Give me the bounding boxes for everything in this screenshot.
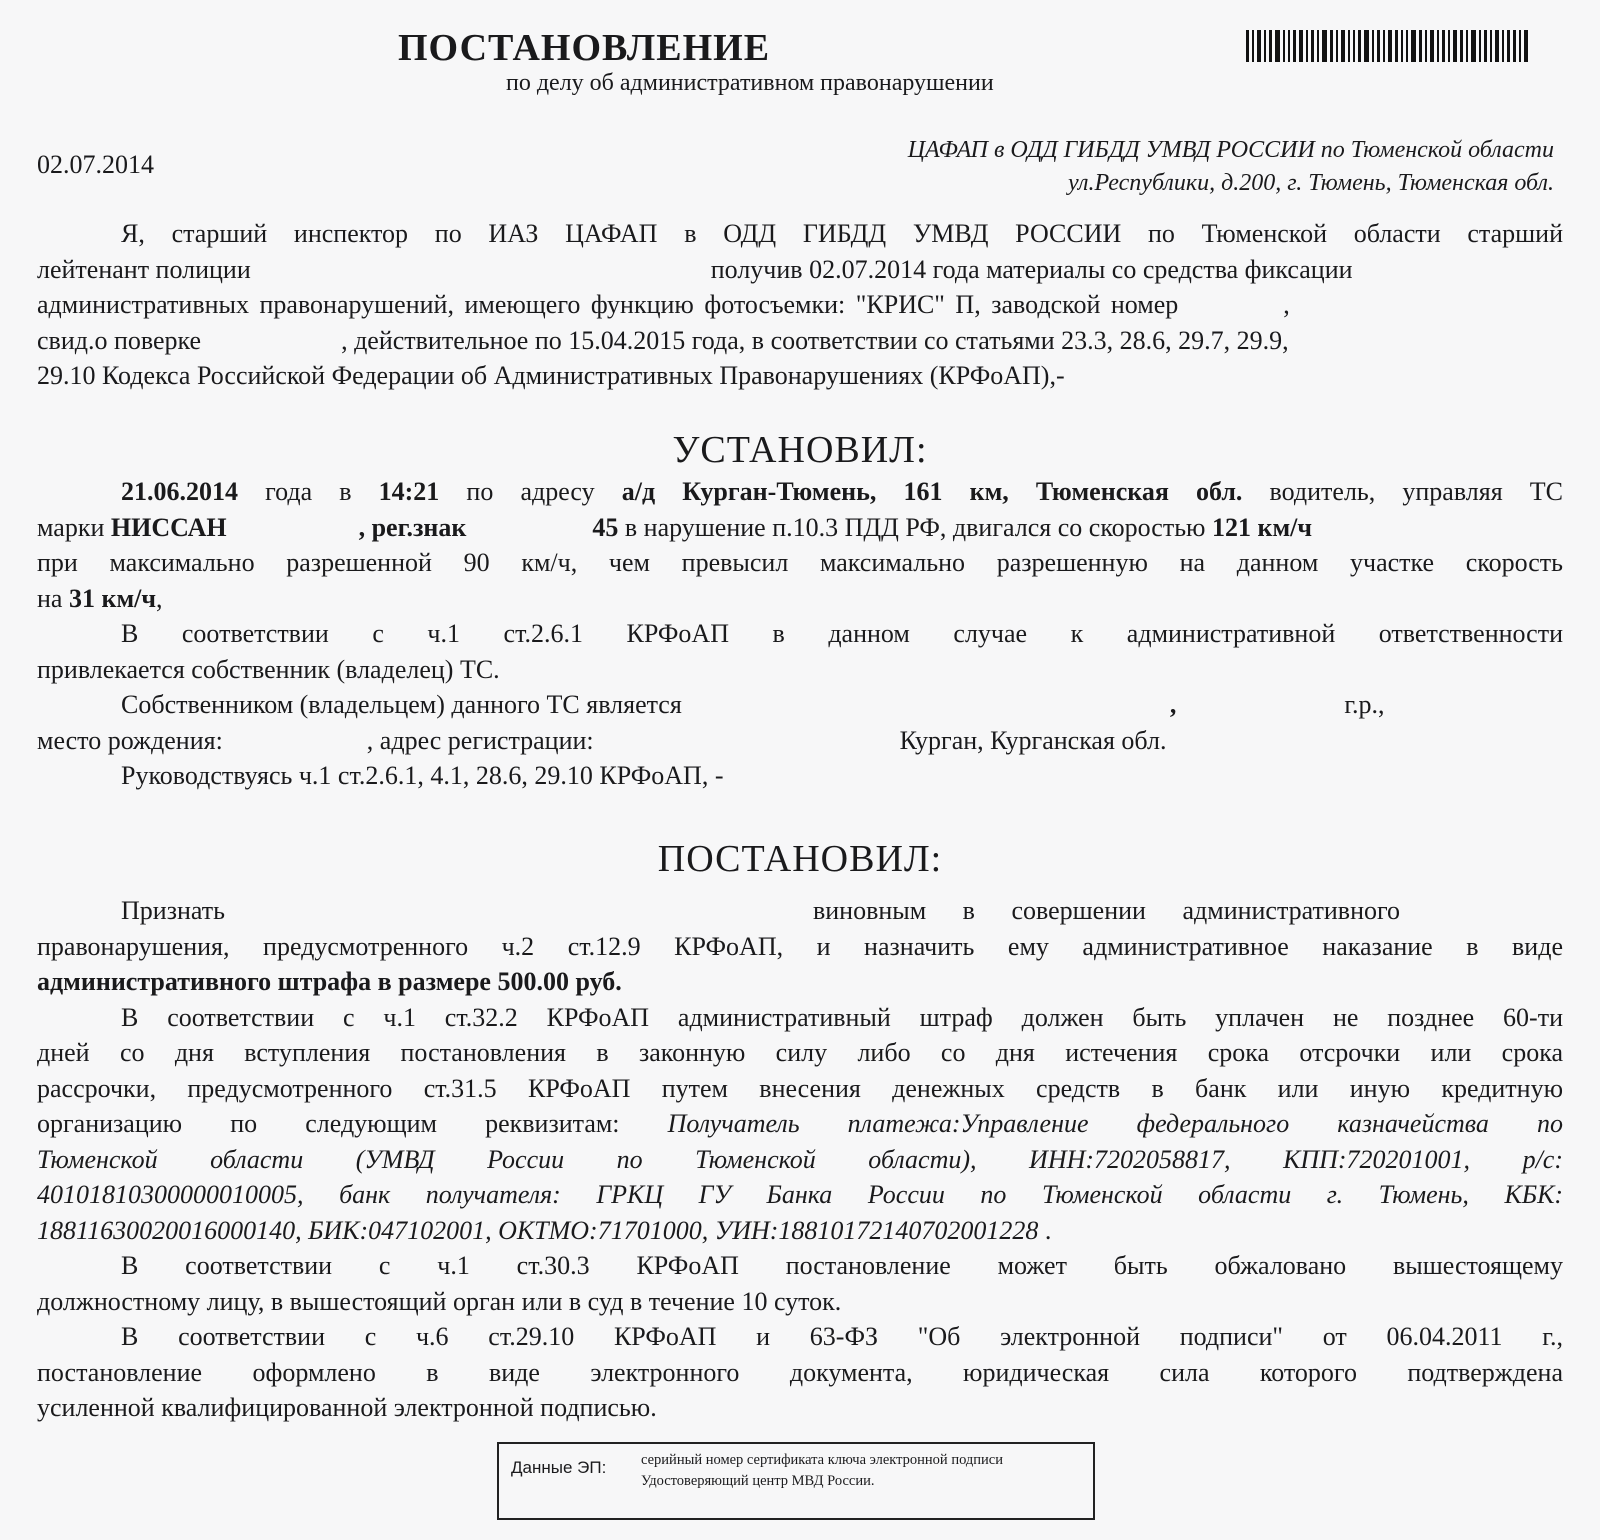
barcode-bar [1425,30,1427,62]
text-line: 29.10 Кодекса Российской Федерации об Административных Правонарушениях (КРФоАП),- [37,361,1065,390]
section-heading-established: УСТАНОВИЛ: [672,429,928,471]
text-fragment: место рождения: [37,725,223,755]
text-line: В соответствии с ч.1 ст.32.2 КРФоАП административный штраф должен быть уплачен не позднее 60-ти [121,1002,1563,1032]
barcode-bar [1406,30,1408,62]
text-fragment: лейтенант полиции [37,254,251,284]
barcode-bar [1388,30,1392,62]
barcode-bar [1275,30,1280,62]
barcode-bar [1524,30,1528,62]
text-fragment: получив 02.07.2014 года материалы со средства фиксации [710,254,1353,284]
payment-recipient: Получатель платежа:Управление федерального казначейства по [667,1109,1563,1138]
barcode-bar [1358,30,1361,62]
barcode-bar [1288,30,1290,62]
text-fragment: водитель, управляя ТС [1269,477,1563,506]
barcode-bar [1437,30,1439,62]
barcode-bar [1364,30,1369,62]
text-fragment: на [37,583,63,613]
barcode-bar [1306,30,1308,62]
barcode-bar [1411,30,1416,62]
plate-label: , рег.знак [358,512,467,542]
text-fragment: , [156,583,163,613]
issuing-organization [908,134,1554,200]
violation-address: а/д Курган-Тюмень, 161 км, Тюменская обл. [621,477,1243,506]
text-fragment: организацию по следующим реквизитам: [37,1109,620,1138]
payment-details: Тюменской области (УМВД России по Тюменской области), ИНН:7202058817, КПП:720201001, р/с: [37,1144,1563,1174]
text-line: рассрочки, предусмотренного ст.31.5 КРФоАП путем внесения денежных средств в банк или иную кредитную [37,1073,1563,1103]
barcode-bar [1336,30,1338,62]
organization-name: ЦАФАП в ОДД ГИБДД УМВД РОССИИ по Тюменской области [907,137,1554,163]
barcode-bar [1448,30,1450,62]
barcode-bar [1453,30,1457,62]
signature-label: Данные ЭП: [511,1458,607,1477]
plate-region: 45 [592,512,619,542]
certifying-center: Удостоверяющий центр МВД России. [641,1473,875,1489]
barcode-bar [1341,30,1345,62]
barcode-bar [1419,30,1422,62]
text-line [37,687,1563,723]
barcode-bar [1484,30,1487,62]
text-fragment: . [1044,1215,1052,1245]
document-date: 02.07.2014 [37,150,154,179]
barcode-bar [1348,30,1350,62]
barcode-bar [1377,30,1380,62]
organization-address: ул.Республики, д.200, г. Тюмень, Тюменская обл. [1068,170,1554,196]
violation-date: 21.06.2014 [121,477,238,506]
barcode-bar [1322,30,1327,62]
barcode-bar [1513,30,1516,62]
vehicle-make: НИССАН [110,512,227,542]
intro-paragraph [37,216,1563,394]
barcode-bar [1293,30,1296,62]
electronic-signature-box [497,1442,1095,1520]
text-line: В соответствии с ч.1 ст.2.6.1 КРФоАП в данном случае к административной ответственности [121,619,1563,648]
signature-details [641,1450,1071,1492]
barcode-bar [1257,30,1261,62]
text-fragment: Собственником (владельцем) данного ТС является [121,690,682,719]
text-line: В соответствии с ч.1 ст.30.3 КРФоАП постановление может быть обжаловано вышестоящему [121,1251,1563,1280]
text-line: усиленной квалифицированной электронной подписью. [37,1393,657,1422]
barcode-bar [1460,30,1463,62]
payment-details: 18811630020016000140, БИК:047102001, ОКТМО:71701000, УИН:18810172140702001228 [37,1215,1039,1245]
text-fragment: , действительное по 15.04.2015 года, в соответствии со статьями 23.3, 28.6, 29.7, 29.9, [341,325,1289,355]
barcode-bar [1519,30,1521,62]
text-fragment: виновным в совершении административного [812,896,1401,925]
barcode-bar [1466,30,1468,62]
barcode-bar [1430,30,1434,62]
barcode-bar [1502,30,1504,62]
text-line [37,1177,1563,1213]
barcode-bar [1401,30,1403,62]
barcode-bar [1507,30,1510,62]
text-line [37,252,1563,288]
text-fragment: , адрес регистрации: [366,725,594,755]
barcode-bar [1479,30,1481,62]
barcode-bar [1490,30,1492,62]
text-fragment: марки [37,512,105,542]
barcode-bar [1330,30,1333,62]
text-line [37,893,1563,929]
text-line: Я, старший инспектор по ИАЗ ЦАФАП в ОДД ГИБДД УМВД РОССИИ по Тюменской области старший [121,219,1563,248]
document-title: ПОСТАНОВЛЕНИЕ [398,27,771,69]
text-line: при максимально разрешенной 90 км/ч, чем превысил максимально разрешенную на данном участке скорость [37,548,1563,577]
text-fragment: года в [265,477,352,506]
barcode [1246,30,1562,62]
text-line: должностному лицу, в вышестоящий орган или в суд в течение 10 суток. [37,1286,842,1316]
fine-amount [37,964,1563,1000]
text-line: В соответствии с ч.6 ст.29.10 КРФоАП и 63-ФЗ "Об электронной подписи" от 06.04.2011 г., [121,1322,1563,1351]
text-fragment: Курган, Курганская обл. [899,725,1167,755]
text-line [37,510,1563,546]
barcode-bar [1283,30,1285,62]
text-line [37,1106,1563,1142]
text-line: привлекается собственник (владелец) ТС. [37,654,500,684]
barcode-bar [1471,30,1476,62]
text-line: постановление оформлено в виде электронного документа, юридическая сила которого подтверждена [37,1357,1563,1387]
fine-amount-text: административного штрафа в размере 500.00 руб. [37,967,622,996]
text-line [37,1142,1563,1178]
text-line [37,287,1563,323]
text-fragment: в нарушение п.10.3 ПДД РФ, двигался со скоростью [624,512,1206,542]
barcode-bar [1353,30,1355,62]
document-subtitle: по делу об административном правонарушении [506,70,994,96]
barcode-bar [1395,30,1398,62]
barcode-bar [1269,30,1272,62]
text-fragment: по адресу [466,477,595,506]
text-fragment: Признать [121,896,225,925]
text-fragment: , [1283,290,1290,319]
text-line: правонарушения, предусмотренного ч.2 ст.12.9 КРФоАП, и назначить ему административное наказание в виде [37,931,1563,961]
text-fragment: г.р., [1344,690,1385,719]
certificate-serial: серийный номер сертификата ключа электронной подписи [641,1452,1003,1468]
speed-excess: 31 км/ч [68,583,157,613]
violation-time: 14:21 [378,477,440,506]
text-line [37,581,1563,617]
text-line: Руководствуясь ч.1 ст.2.6.1, 4.1, 28.6, 29.10 КРФоАП, - [121,761,724,790]
barcode-bar [1299,30,1303,62]
text-line [37,474,1563,510]
liability-paragraph [37,616,1563,794]
barcode-bar [1317,30,1319,62]
recorded-speed: 121 км/ч [1211,512,1313,542]
barcode-bar [1246,30,1249,62]
text-fragment: административных правонарушений, имеющего функцию фотосъемки: "КРИС" П, заводской номер [37,290,1179,319]
barcode-bar [1264,30,1266,62]
barcode-bar [1311,30,1314,62]
barcode-bar [1442,30,1445,62]
text-line: дней со дня вступления постановления в законную силу либо со дня истечения срока отсрочки или срока [37,1038,1563,1067]
appeal-paragraph [37,1248,1563,1426]
barcode-bar [1383,30,1385,62]
text-line [37,1213,1563,1249]
resolved-paragraph [37,893,1563,1248]
barcode-bar [1252,30,1254,62]
established-paragraph [37,474,1563,616]
text-fragment: свид.о поверке [37,325,202,355]
section-heading-resolved: ПОСТАНОВИЛ: [657,838,943,880]
text-fragment: , [1169,690,1177,719]
barcode-bar [1495,30,1499,62]
text-line [37,323,1563,359]
text-line [37,723,1563,759]
payment-details: 40101810300000010005, банк получателя: ГРКЦ ГУ Банка России по Тюменской области г. Тюмень, КБК: [37,1180,1563,1209]
barcode-bar [1372,30,1374,62]
